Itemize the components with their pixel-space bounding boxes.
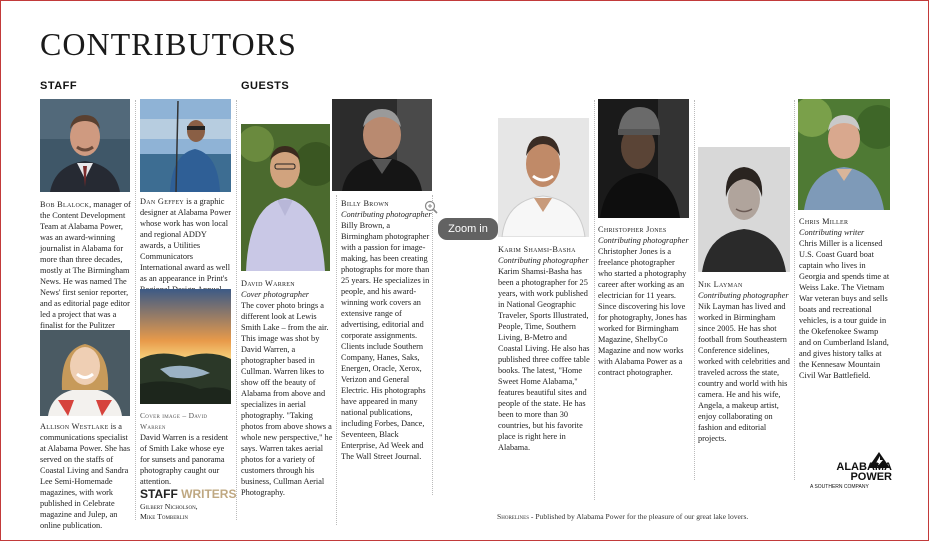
photo-christopher-jones — [598, 99, 689, 218]
name-billy-brown: Billy Brown — [341, 199, 389, 208]
photo-billy-brown — [332, 99, 432, 191]
bio-allison-westlake — [40, 421, 131, 531]
staff-heading: STAFF — [40, 80, 78, 92]
bio-text-billy-brown: Billy Brown, a Birmingham photographer with a passion for image-making, has been creating photographs for more than 25 years. He specializes in people, and his award-winning work covers an extensive range of advertising, editorial and corporate assignments. Clients include Southern Company, Hanes, Saks, Energen, Oracle, Xerox, Verizon and General Electric. His photographs have appeared in many national publications, including Forbes, Dance, Seventeen, Black Enterprise, Ad Week and The Wall Street Journal. — [341, 221, 430, 461]
role-christopher-jones: Contributing photographer — [598, 236, 689, 245]
footer-brand: Shorelines — [497, 512, 529, 521]
footer-tagline: - Published by Alabama Power for the pleasure of our great lake lovers. — [529, 512, 749, 521]
photo-david-warren — [241, 124, 330, 271]
staff-writer-name: Mike Tomberlin — [140, 512, 188, 521]
bio-dan-geffey — [140, 196, 232, 295]
bio-chris-miller — [799, 216, 891, 381]
page-title: CONTRIBUTORS — [40, 26, 297, 62]
zoom-in-button[interactable]: Zoom in — [438, 218, 498, 240]
name-karim-shamsi-basha: Karim Shamsi-Basha — [498, 245, 576, 254]
bio-text-christopher-jones: Christopher Jones is a freelance photographer who started a photography career after working as an electrician for 11 years. Since discovering his love for photography, Jones has worked for Birmingham Magazine, ShelbyCo Magazine and now works with Alabama Power as a contract photographer. — [598, 247, 687, 377]
cover-image-text: David Warren is a resident of Smith Lake whose eye for sunsets and panorama photography caught our attention. — [140, 433, 229, 486]
name-dan-geffey: Dan Geffey — [140, 197, 185, 206]
name-allison-westlake: Allison Westlake — [40, 422, 109, 431]
zoom-plus-icon[interactable] — [424, 200, 438, 214]
role-karim-shamsi-basha: Contributing photographer — [498, 256, 589, 265]
logo-subtitle: A SOUTHERN COMPANY — [810, 484, 869, 490]
staff-writer-name: Gilbert Nicholson, — [140, 502, 198, 511]
bio-text-david-warren: The cover photo brings a different look at Lewis Smith Lake – from the air. This image was shot by David Warren, a photographer based in Cullman. Warren likes to show off the beauty of Alabama from above and specializes in aerial photography. "Taking photos from above shows a whole new perspective," he says. Warren takes aerial photos for a variety of customers through his business, Cullman Aerial Photography. — [241, 301, 333, 497]
name-david-warren: David Warren — [241, 279, 295, 288]
logo-line2: POWER — [850, 471, 892, 483]
photo-nik-layman — [698, 147, 790, 272]
bio-text-allison-westlake: is a communications specialist at Alabama Power. She has served on the staffs of Coastal Living and Sandra Lee Semi-Homemade magazines, with work published in Celebrate magazine and Julep, an online publication. — [40, 422, 131, 530]
staff-writers-heading — [140, 487, 236, 501]
role-nik-layman: Contributing photographer — [698, 291, 789, 300]
staff-writers-names — [140, 502, 198, 522]
logo-line1: ALABAMA — [836, 461, 892, 473]
photo-bob-blalock — [40, 99, 130, 192]
bio-text-dan-geffey: is a graphic designer at Alabama Power whose work has won local and regional ADDY awards, a Utilities Communicators International award as well as an appearance in Print's — [140, 197, 232, 283]
alabama-power-logo — [810, 452, 892, 494]
name-chris-miller: Chris Miller — [799, 217, 849, 226]
column-divider — [135, 100, 136, 520]
guests-heading: GUESTS — [241, 80, 290, 92]
photo-allison-westlake — [40, 330, 130, 416]
column-divider — [432, 195, 433, 495]
name-bob-blalock: Bob Blalock — [40, 200, 90, 209]
column-divider — [594, 100, 595, 500]
column-divider — [694, 100, 695, 480]
bio-david-warren — [241, 278, 333, 498]
bio-bob-blalock — [40, 199, 131, 342]
bio-text-chris-miller: Chris Miller is a licensed U.S. Coast Guard boat captain who lives in Georgia and spends time at Weiss Lake. The Vietnam War veteran buys and sells boats and recreational vehicles, is a tour guide in the Okefenokee Swamp and on Cumberland Island, and gives history talks at the Kennesaw Mountain Civil War Battlefield. — [799, 239, 890, 380]
name-nik-layman: Nik Layman — [698, 280, 743, 289]
role-david-warren: Cover photographer — [241, 290, 309, 299]
cover-image-label: Cover image – David Warren — [140, 411, 208, 431]
column-divider — [236, 100, 237, 520]
photo-cover-image — [140, 289, 231, 404]
footer-text — [497, 512, 748, 521]
name-christopher-jones: Christopher Jones — [598, 225, 667, 234]
bio-christopher-jones — [598, 224, 690, 378]
role-billy-brown: Contributing photographer — [341, 210, 432, 219]
role-chris-miller: Contributing writer — [799, 228, 865, 237]
column-divider — [794, 100, 795, 480]
bio-text-nik-layman: Nik Layman has lived and worked in Birmingham since 2005. He has shot football from Southeastern Conference sidelines, worked with celebrities and traveled across the state, country and world with his camera. He and his wife, Angela, a makeup artist, enjoy collaborating on fashion and editorial projects. — [698, 302, 790, 443]
bio-text-karim-shamsi-basha: Karim Shamsi-Basha has been a photographer for 25 years, with work published in National Geographic Traveler, Sports Illustrated, People, Time, Southern Living, B-Metro and Coastal Living. He also has published three coffee table books. The latest, "Home Sweet Home Alabama," features beautiful sites and people of the state. He has been to more than 30 countries, but his favorite place is right here in Alabama. — [498, 267, 590, 452]
bio-billy-brown — [341, 198, 432, 462]
photo-chris-miller — [798, 99, 890, 210]
caption-cover-image — [140, 410, 232, 487]
bio-text-bob-blalock: , manager of the Content Development Team at Alabama Power, was an award-winning journalist in Alabama for more than three decades, mostly at The Birmingham News. He was named The News' first senior reporter, and as editorial page editor led a project that was a finalist for the Pulitzer — [40, 200, 131, 330]
bio-karim-shamsi-basha — [498, 244, 590, 453]
photo-karim-shamsi-basha — [498, 118, 589, 237]
staff-writers-heading-b: WRITERS — [181, 487, 237, 501]
column-divider — [336, 195, 337, 525]
staff-writers-heading-a: STAFF — [140, 487, 178, 501]
bio-nik-layman — [698, 279, 791, 444]
photo-dan-geffey — [140, 99, 231, 192]
